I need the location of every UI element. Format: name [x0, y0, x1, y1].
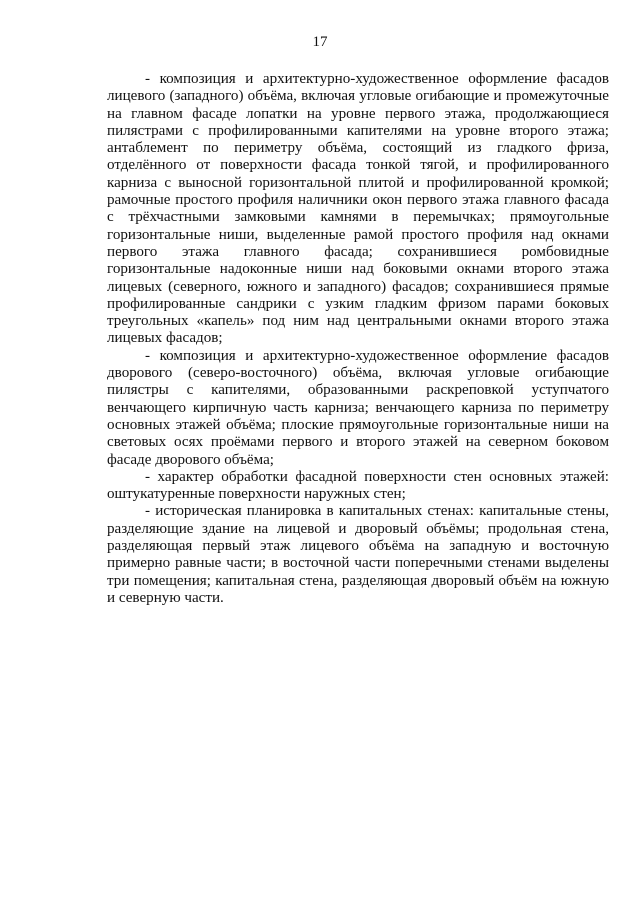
paragraph-facade-courtyard-volume: - композиция и архитектурно-художественное оформление фасадов дворового (северо-восточного) объёма, включая угловые огибающие пилястры с капителями, образованными раскреповкой уступчатого венчающего кирпичную часть карниза; венчающего карниза по периметру основных этажей объёма; плоские прямоугольные горизонтальные ниши на световых осях проёмами первого и второго этажей на северном боковом фасаде дворового объёма;: [107, 347, 609, 468]
paragraph-historical-layout: - историческая планировка в капитальных стенах: капитальные стены, разделяющие здание на лицевой и дворовый объёмы; продольная стена, разделяющая первый этаж лицевого объёма на западную и восточную примерно равные части; в восточной части поперечными стенами выделены три помещения; капитальная стена, разделяющая дворовый объём на южную и северную части.: [107, 503, 609, 606]
paragraph-wall-surface: - характер обработки фасадной поверхности стен основных этажей: оштукатуренные поверхности наружных стен;: [107, 468, 609, 503]
paragraph-facade-main-volume: - композиция и архитектурно-художественное оформление фасадов лицевого (западного) объёма, включая угловые огибающие и промежуточные на главном фасаде лопатки на уровне первого этажа, продолжающиеся пилястрами с профилированными капителями на уровне второго этажа; антаблемент по периметру объёма, состоящий из гладкого фриза, отделённого от поверхности фасада тонкой тягой, и профилированного карниза с выносной горизонтальной плитой и профилированной кромкой; рамочные простого профиля наличники окон первого этажа главного фасада с трёхчастными замковыми камнями в перемычках; прямоугольные горизонтальные ниши, выделенные рамой простого профиля над окнами первого этажа главного фасада; сохранившиеся ромбовидные горизонтальные надоконные ниши над боковыми окнами второго этажа лицевых (северного, южного и западного) фасадов; сохранившиеся прямые профилированные сандрики с узким гладким фризом парами боковых треугольных «капель» под ним над центральными окнами второго этажа лицевых фасадов;: [107, 71, 609, 347]
page-number: 17: [312, 34, 328, 50]
document-body: [107, 71, 609, 607]
